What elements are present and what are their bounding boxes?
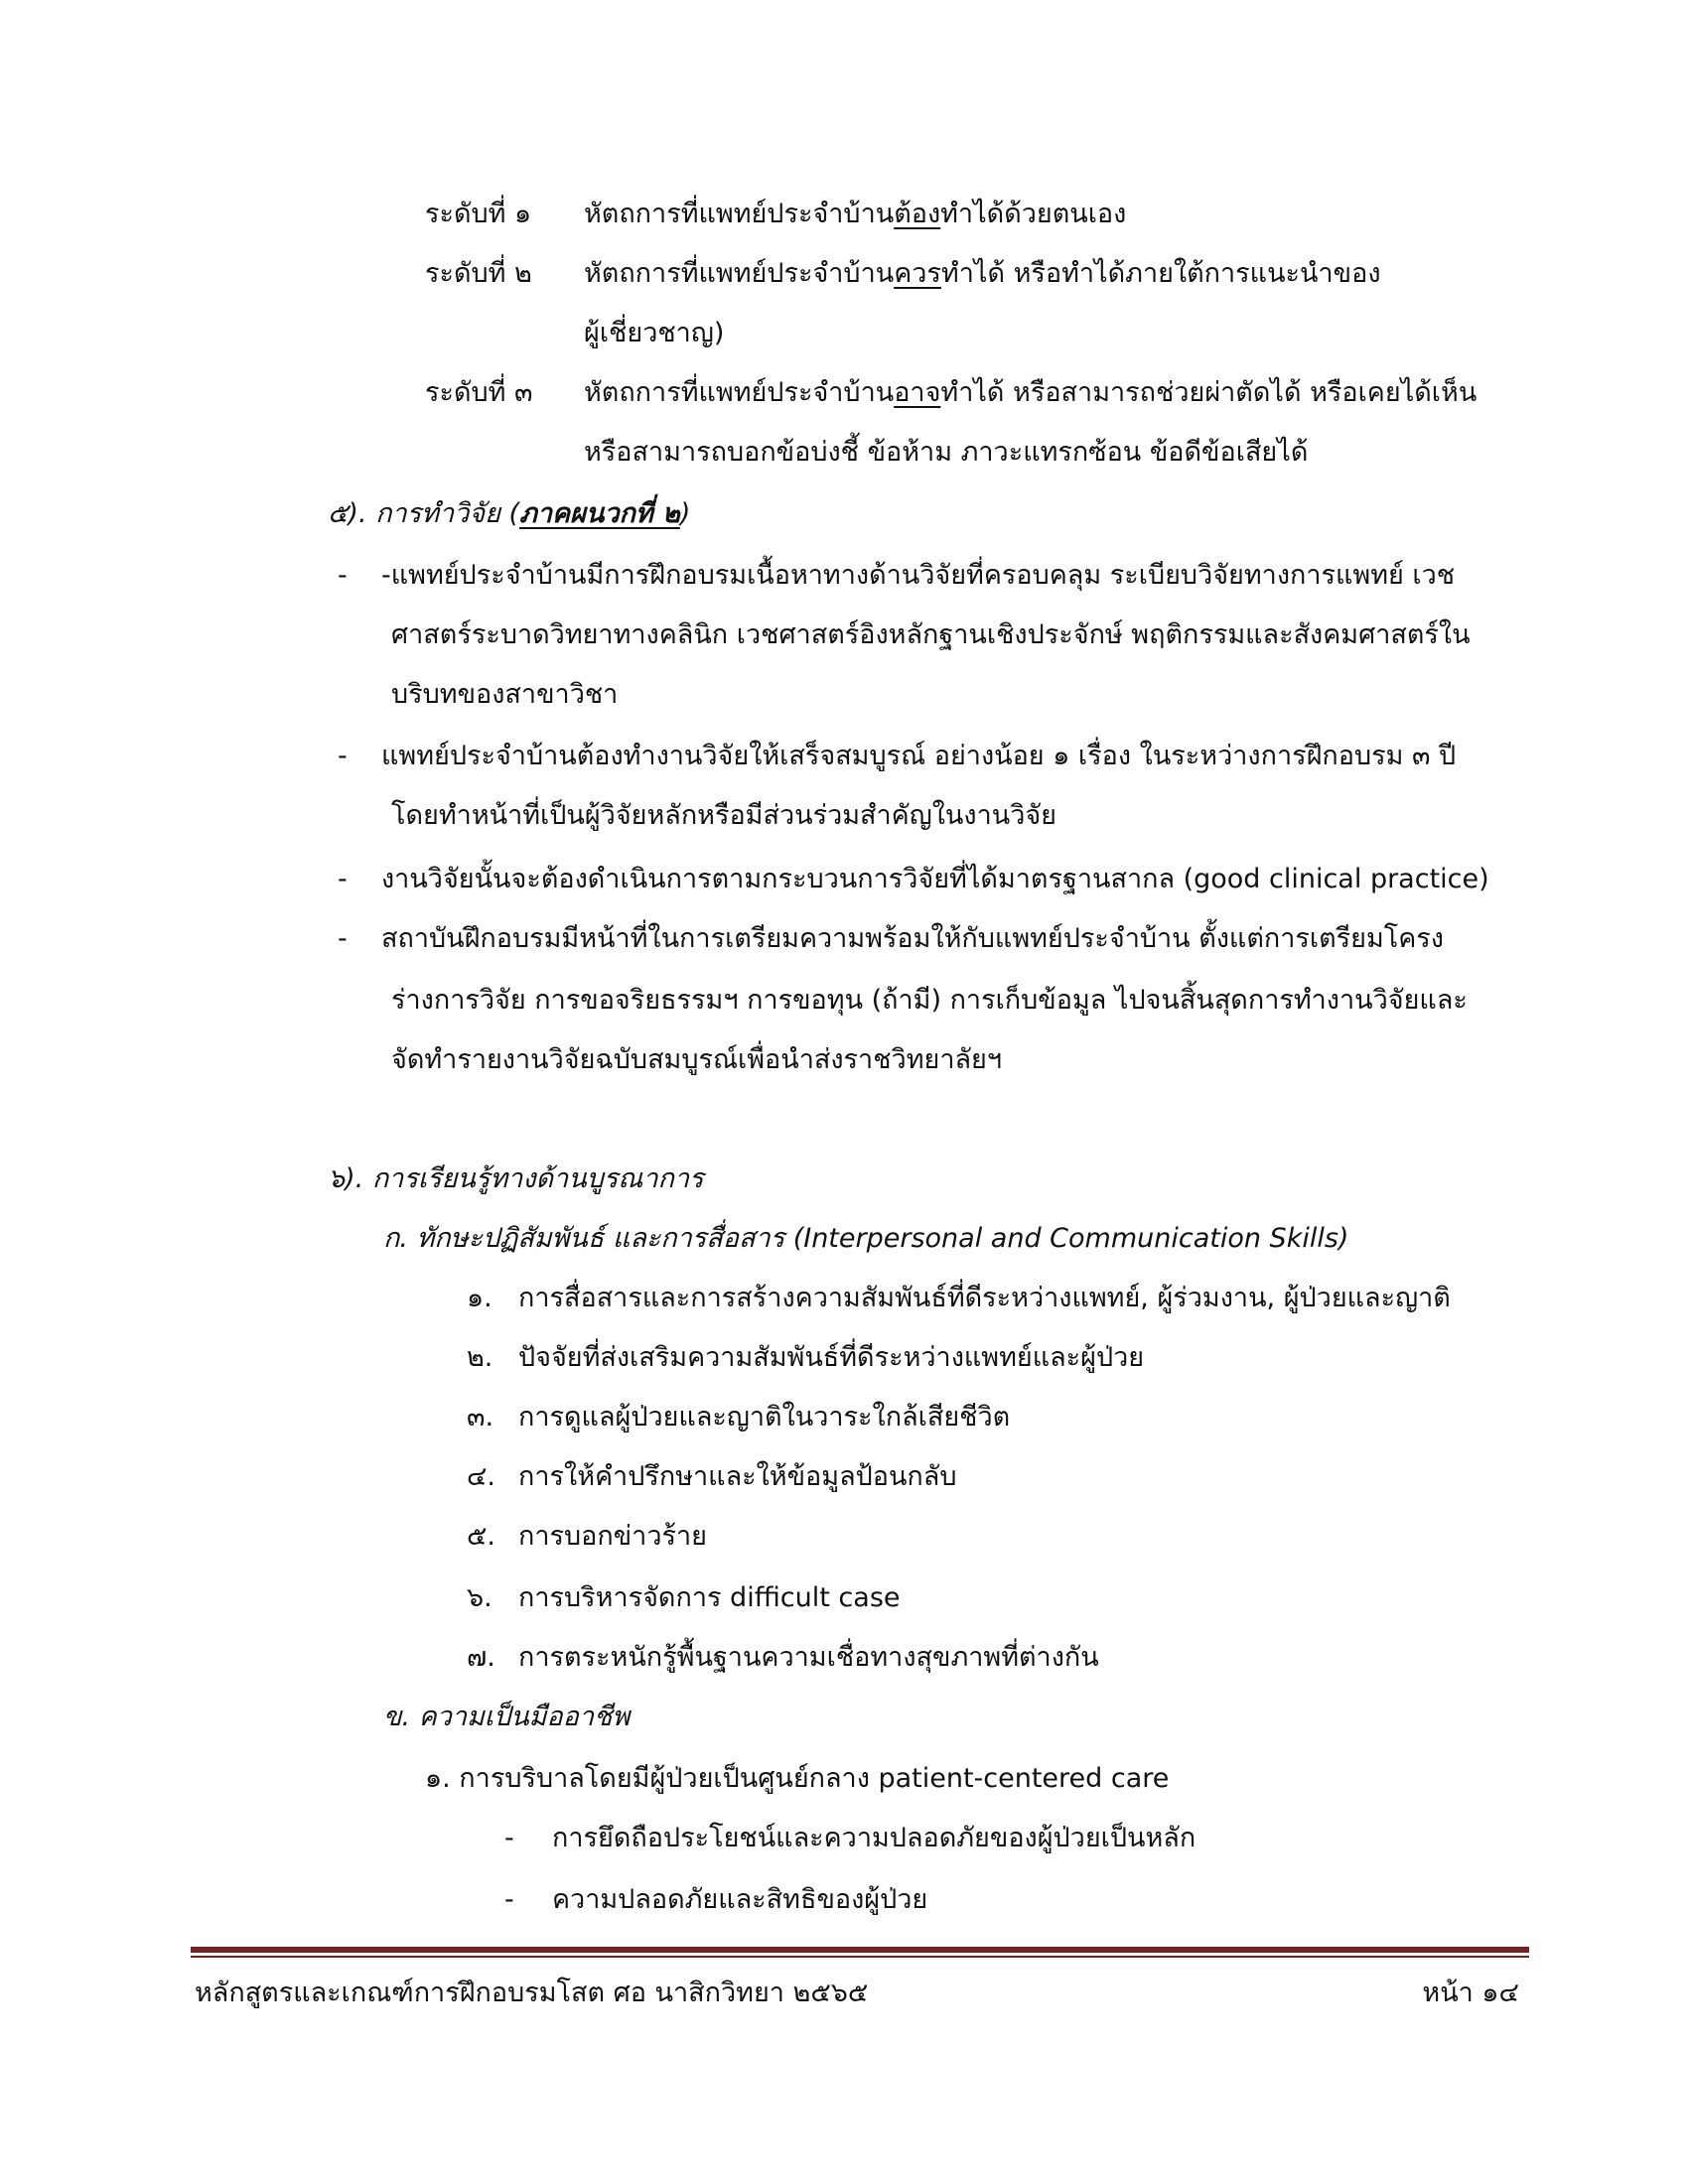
page-number: หน้า ๑๔ [1422,1978,1519,2008]
research-bullet-4-line-3: จัดทำรายงานวิจัยฉบับสมบูรณ์เพื่อนำส่งราชวิทยาลัยฯ [391,1044,1003,1075]
list-item: การบริหารจัดการ difficult case [518,1582,901,1613]
research-heading-text: ๕). การทำวิจัย ( [328,498,520,529]
research-bullet-1-line-3: บริบทของสาขาวิชา [391,679,619,710]
bullet-dash: - [338,560,348,591]
research-bullet-2-line-2: โดยทำหน้าที่เป็นผู้วิจัยหลักหรือมีส่วนร่วมสำคัญในงานวิจัย [391,800,1056,831]
item-number: ๑. [467,1283,492,1313]
bullet-dash: - [504,1823,514,1853]
item-number: ๓. [467,1402,494,1433]
list-item: ความปลอดภัยและสิทธิของผู้ป่วย [552,1884,928,1915]
footer-rule-thick [191,1947,1529,1953]
list-item: การสื่อสารและการสร้างความสัมพันธ์ที่ดีระหว่างแพทย์, ผู้ร่วมงาน, ผู้ป่วยและญาติ [518,1283,1451,1313]
subsection-b-heading: ข. ความเป็นมืออาชีพ [383,1702,631,1732]
level-2-emphasis: ควร [894,258,941,289]
level-2-label: ระดับที่ ๒ [425,258,532,289]
level-2-post: ทำได้ หรือทำได้ภายใต้การแนะนำของ [940,258,1381,289]
list-item: การตระหนักรู้พื้นฐานความเชื่อทางสุขภาพที่ต่างกัน [518,1642,1099,1673]
footer-title: หลักสูตรและเกณฑ์การฝึกอบรมโสต ศอ นาสิกวิทยา ๒๕๖๕ [195,1978,869,2008]
research-bullet-1-line-1: -แพทย์ประจำบ้านมีการฝึกอบรมเนื้อหาทางด้านวิจัยที่ครอบคลุม ระเบียบวิจัยทางการแพทย์ เวช [381,560,1456,591]
bullet-dash: - [338,864,348,894]
footer-rule-thin [191,1956,1529,1958]
item-number: ๒. [467,1342,493,1373]
subsection-a-heading: ก. ทักษะปฏิสัมพันธ์ และการสื่อสาร (Interpersonal and Communication Skills) [383,1223,1349,1254]
level-1-post: ทำได้ด้วยตนเอง [940,199,1127,229]
list-item: การยึดถือประโยชน์และความปลอดภัยของผู้ป่วยเป็นหลัก [552,1823,1196,1853]
list-item: การให้คำปรึกษาและให้ข้อมูลป้อนกลับ [518,1461,957,1492]
level-3-label: ระดับที่ ๓ [425,377,533,408]
research-bullet-2-line-1: แพทย์ประจำบ้านต้องทำงานวิจัยให้เสร็จสมบูรณ์ อย่างน้อย ๑ เรื่อง ในระหว่างการฝึกอบรม ๓ ปี [381,741,1457,771]
subsection-b-item-1: ๑. การบริบาลโดยมีผู้ป่วยเป็นศูนย์กลาง patient-centered care [425,1763,1170,1794]
level-3-text [584,373,1477,413]
list-item: ปัจจัยที่ส่งเสริมความสัมพันธ์ที่ดีระหว่างแพทย์และผู้ป่วย [518,1342,1145,1373]
research-heading [328,494,690,534]
item-number: ๖. [467,1582,492,1613]
item-number: ๔. [467,1461,496,1492]
list-item: การบอกข่าวร้าย [518,1521,707,1552]
bullet-dash: - [504,1884,514,1915]
level-2-text [584,254,1381,294]
bullet-dash: - [338,923,348,954]
research-bullet-4-line-2: ร่างการวิจัย การขอจริยธรรมฯ การขอทุน (ถ้ามี) การเก็บข้อมูล ไปจนสิ้นสุดการทำงานวิจัยและ [391,985,1468,1016]
level-1-emphasis: ต้อง [894,199,941,229]
level-3-continuation: หรือสามารถบอกข้อบ่งชี้ ข้อห้าม ภาวะแทรกซ้อน ข้อดีข้อเสียได้ [584,437,1309,468]
level-3-emphasis: อาจ [894,377,941,408]
bullet-dash: - [338,741,348,771]
integrated-heading: ๖). การเรียนรู้ทางด้านบูรณาการ [328,1163,704,1194]
item-number: ๗. [467,1642,495,1673]
research-bullet-1-line-2: ศาสตร์ระบาดวิทยาทางคลินิก เวชศาสตร์อิงหลักฐานเชิงประจักษ์ พฤติกรรมและสังคมศาสตร์ใน [391,619,1471,650]
item-number: ๕. [467,1521,496,1552]
level-3-pre: หัตถการที่แพทย์ประจำบ้าน [584,377,895,408]
level-1-label: ระดับที่ ๑ [425,199,532,229]
level-1-text [584,195,1126,234]
research-heading-close: ) [679,498,691,529]
level-2-continuation: ผู้เชี่ยวชาญ) [584,318,725,348]
level-2-pre: หัตถการที่แพทย์ประจำบ้าน [584,258,895,289]
research-bullet-4-line-1: สถาบันฝึกอบรมมีหน้าที่ในการเตรียมความพร้อมให้กับแพทย์ประจำบ้าน ตั้งแต่การเตรียมโครง [381,923,1444,954]
research-bullet-3-line-1: งานวิจัยนั้นจะต้องดำเนินการตามกระบวนการวิจัยที่ได้มาตรฐานสากล (good clinical practice) [381,864,1489,894]
level-1-pre: หัตถการที่แพทย์ประจำบ้าน [584,199,895,229]
appendix-reference: ภาคผนวกที่ ๒ [519,498,680,529]
list-item: การดูแลผู้ป่วยและญาติในวาระใกล้เสียชีวิต [518,1402,1011,1433]
level-3-post: ทำได้ หรือสามารถช่วยผ่าตัดได้ หรือเคยได้เห็น [940,377,1477,408]
